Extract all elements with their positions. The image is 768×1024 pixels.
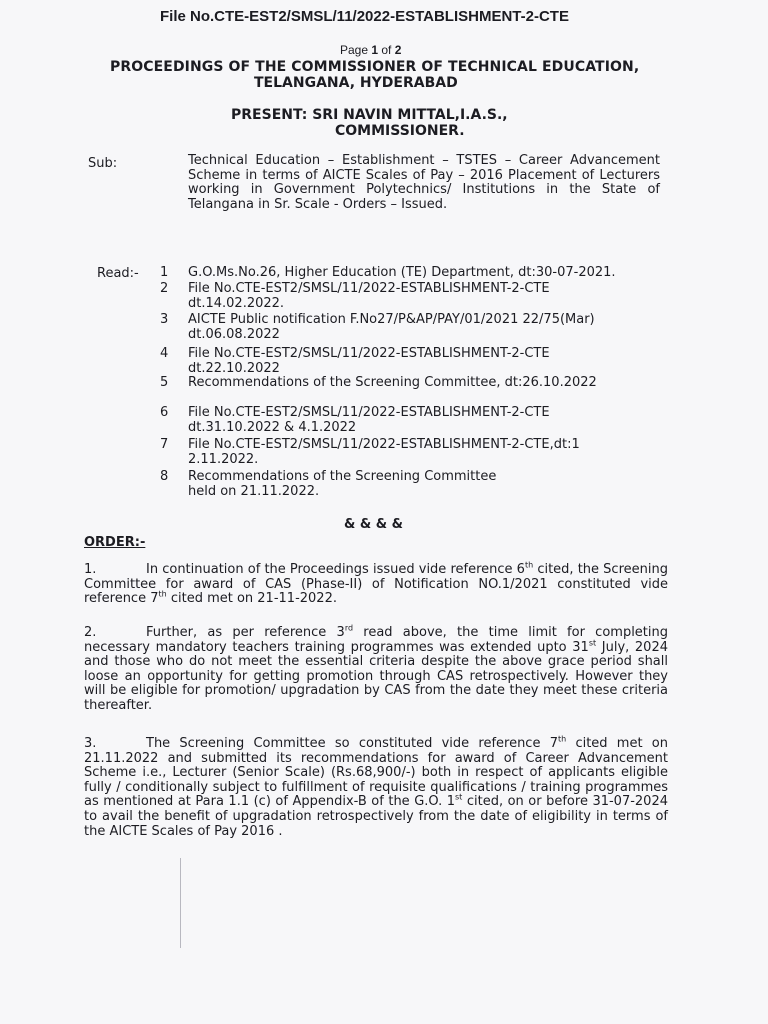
paragraph-text: cited, on or before 31-07-2024 to avail the benefit of upgradation retrospectively from the date of eligibility in terms of the AICTE Scales of Pay 2016 . (84, 794, 668, 839)
read-item-text: Recommendations of the Screening Committee, dt:26.10.2022 (188, 375, 597, 390)
page-prefix: Page (340, 43, 372, 57)
paragraph-text: Further, as per reference 3 (146, 625, 345, 640)
read-item-text: Recommendations of the Screening Committee held on 21.11.2022. (188, 469, 497, 499)
read-item-number: 1 (160, 265, 169, 280)
read-item-number: 3 (160, 312, 169, 327)
superscript: st (588, 638, 597, 648)
paragraph-text: In continuation of the Proceedings issued vide reference 6 (146, 562, 525, 577)
paragraph-text: July, 2024 and those who do not meet the essential criteria despite the above grace period shall loose an opportunity for getting promotion through CAS retrospectively. However they will be eligible for promotion/ upgradation by CAS from the date they meet these criteria thereafter. (84, 639, 668, 713)
read-item-number: 4 (160, 346, 169, 361)
read-item-text: G.O.Ms.No.26, Higher Education (TE) Department, dt:30-07-2021. (188, 265, 616, 280)
read-item-text: File No.CTE-EST2/SMSL/11/2022-ESTABLISHMENT-2-CTE,dt:12.11.2022. (188, 437, 580, 467)
superscript: th (158, 589, 167, 599)
read-item-number: 6 (160, 405, 169, 420)
present-line-1: PRESENT: SRI NAVIN MITTAL,I.A.S., (231, 107, 508, 123)
paragraph-text: cited met on 21-11-2022. (166, 591, 337, 607)
paragraph-text: cited, the Screening Committee for award of CAS (Phase-II) of Notification NO.1/2021 constituted vide reference 7 (84, 562, 668, 607)
subject-text: Technical Education – Establishment – TSTES – Career Advancement Scheme in terms of AICTE Scales of Pay – 2016 Placement of Lecturers working in Government Polytechnics/ Institutions in the State of Telangana in Sr. Scale - Orders – Issued. (188, 153, 660, 212)
order-heading: ORDER:- (84, 535, 146, 550)
read-label: Read:- (97, 266, 139, 281)
page-total: 2 (394, 43, 402, 57)
order-paragraph-2 (84, 623, 669, 714)
subject-label: Sub: (88, 156, 118, 171)
read-item-text: AICTE Public notification F.No27/P&AP/PAY/01/2021 22/75(Mar) dt.06.08.2022 (188, 312, 595, 342)
superscript: th (524, 560, 534, 570)
read-item-text: File No.CTE-EST2/SMSL/11/2022-ESTABLISHMENT-2-CTE dt.31.10.2022 & 4.1.2022 (188, 405, 550, 435)
paragraph-number: 1. (84, 562, 97, 577)
order-paragraph-3 (84, 734, 668, 839)
page-number (340, 43, 401, 57)
read-item-number: 7 (160, 437, 169, 452)
superscript: th (557, 734, 567, 744)
page-current: 1 (371, 43, 379, 57)
read-item-text: File No.CTE-EST2/SMSL/11/2022-ESTABLISHMENT-2-CTE dt.14.02.2022. (188, 281, 550, 311)
read-item-number: 5 (160, 375, 169, 390)
scan-margin-line (180, 858, 181, 948)
read-item-text: File No.CTE-EST2/SMSL/11/2022-ESTABLISHMENT-2-CTE dt.22.10.2022 (188, 346, 550, 376)
present-line-2: COMMISSIONER. (335, 123, 465, 139)
title-line-2: TELANGANA, HYDERABAD (254, 75, 458, 91)
paragraph-text: read above, the time limit for completing necessary mandatory teachers training programmes was extended upto 31 (84, 625, 669, 655)
order-paragraph-1 (84, 560, 668, 607)
page-mid: of (378, 43, 395, 57)
read-item-number: 8 (160, 469, 169, 484)
read-item-number: 2 (160, 281, 169, 296)
superscript: rd (344, 623, 354, 633)
title-line-1: PROCEEDINGS OF THE COMMISSIONER OF TECHNICAL EDUCATION, (110, 59, 640, 75)
paragraph-text: The Screening Committee so constituted vide reference 7 (146, 736, 558, 751)
paragraph-number: 3. (84, 736, 97, 751)
section-separator: & & & & (344, 517, 403, 532)
paragraph-number: 2. (84, 625, 97, 640)
paragraph-text: cited met on 21.11.2022 and submitted its recommendations for award of Career Advancement Scheme i.e., Lecturer (Senior Scale) (Rs.68,900/-) both in respect of applicants eligible fully / conditionally subject to fulfillment of requisite qualifications / training programmes as mentioned at Para 1.1 (c) of Appendix-B of the G.O. 1 (84, 736, 668, 810)
file-number-header: File No.CTE-EST2/SMSL/11/2022-ESTABLISHMENT-2-CTE (160, 8, 569, 25)
superscript: st (455, 793, 463, 803)
